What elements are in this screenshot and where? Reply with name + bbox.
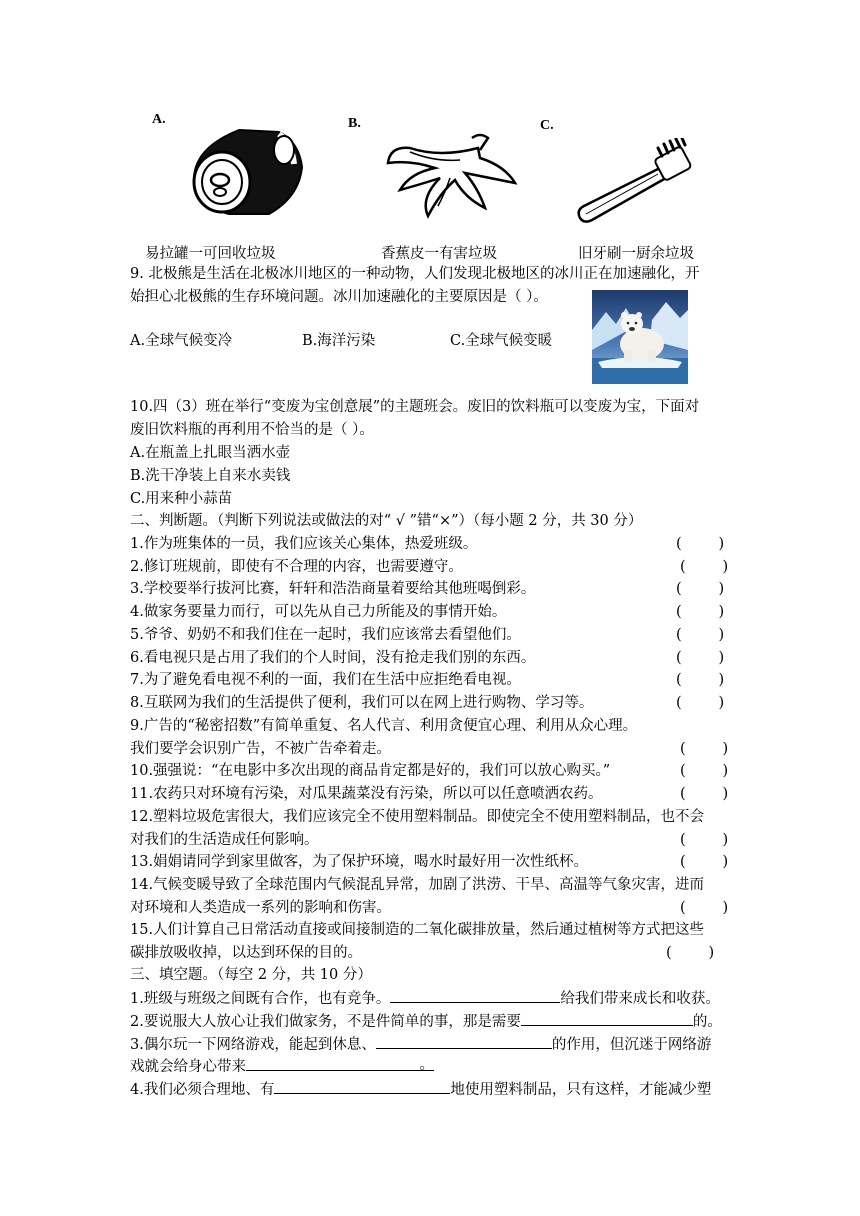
q10-option-c: C.用来种小蒜苗 [130, 491, 233, 507]
fill-q3-line2 [130, 1056, 434, 1077]
tf-item-12-line1: 12.塑料垃圾危害很大，我们应该完全不使用塑料制品。即使完全不使用塑料制品，也不会 [130, 809, 705, 825]
q10-stem-line1: 10.四（3）班在举行“变废为宝创意展”的主题班会。废旧的饮料瓶可以变废为宝，下面对 [130, 399, 700, 415]
fill-q3-blank1[interactable] [376, 1034, 552, 1049]
tf-answer-6[interactable]: ( ) [676, 650, 725, 666]
tf-item-14-line2: 对环境和人类造成一系列的影响和伤害。 [130, 900, 391, 916]
fill-q2-pre: 2.要说服大人放心让我们做家务，不是件简单的事，那是需要 [130, 1014, 521, 1030]
fill-q1-post: 给我们带来成长和收获。 [560, 991, 720, 1007]
tf-item-9-line1: 9.广告的“秘密招数”有简单重复、名人代言、利用贪便宜心理、利用从众心理。 [130, 718, 638, 734]
fill-q3-line1 [130, 1034, 711, 1055]
tf-answer-3[interactable]: ( ) [676, 581, 725, 597]
option-c-caption: 旧牙刷一厨余垃圾 [578, 246, 694, 262]
q10-option-a: A.在瓶盖上扎眼当洒水壶 [130, 445, 291, 461]
tf-item-15-line1: 15.人们计算自己日常活动直接或间接制造的二氧化碳排放量，然后通过植树等方式把这些 [130, 922, 705, 938]
tf-item-8: 8.互联网为我们的生活提供了便利，我们可以在网上进行购物、学习等。 [130, 695, 594, 711]
tf-item-4: 4.做家务要量力而行，可以先从自己力所能及的事情开始。 [130, 604, 507, 620]
section3-title: 三、填空题。（每空 2 分，共 10 分） [130, 967, 372, 983]
fill-q2-blank[interactable] [521, 1011, 693, 1026]
tf-item-2: 2.修订班规前，即使有不合理的内容，也需要遵守。 [130, 559, 463, 575]
q9-option-a: A.全球气候变冷 [130, 333, 233, 349]
q10-option-b: B.洗干净装上自来水卖钱 [130, 468, 291, 484]
tf-item-7: 7.为了避免看电视不利的一面，我们在生活中应拒绝看电视。 [130, 672, 521, 688]
q9-stem-line2: 始担心北极熊的生存环境问题。冰川加速融化的主要原因是（ ）。 [130, 289, 548, 305]
fill-q1 [130, 988, 720, 1009]
tf-answer-5[interactable]: ( ) [676, 627, 725, 643]
option-c-label: C. [540, 118, 554, 133]
tf-item-11: 11.农药只对环境有污染，对瓜果蔬菜没有污染，所以可以任意喷洒农药。 [130, 786, 603, 802]
tf-item-13: 13.娟娟请同学到家里做客，为了保护环境，喝水时最好用一次性纸杯。 [130, 854, 589, 870]
option-a-caption: 易拉罐一可回收垃圾 [145, 246, 276, 262]
tf-item-9-line2: 我们要学会识别广告，不被广告牵着走。 [130, 741, 391, 757]
fill-q3-line2-pre: 戏就会给身心带来 [130, 1059, 246, 1075]
fill-q2 [130, 1011, 722, 1032]
toothbrush-icon [572, 138, 697, 230]
option-b-caption: 香蕉皮一有害垃圾 [381, 246, 497, 262]
fill-q3-post: 的作用，但沉迷于网络游 [551, 1037, 712, 1053]
option-a-label: A. [152, 112, 166, 127]
tf-item-15-line2: 碳排放吸收掉，以达到环保的目的。 [130, 945, 362, 961]
polar-bear-photo [592, 290, 688, 384]
fill-q4-post: 地使用塑料制品，只有这样，才能减少塑 [450, 1082, 712, 1098]
tf-item-14-line1: 14.气候变暖导致了全球范围内气候混乱异常，加剧了洪涝、干旱、高温等气象灾害，进而 [130, 877, 705, 893]
fill-q4 [130, 1079, 711, 1100]
fill-q4-pre: 4.我们必须合理地、有 [130, 1082, 275, 1098]
fill-q2-post: 的。 [692, 1014, 722, 1030]
tf-answer-9[interactable]: ( ) [680, 741, 729, 757]
tf-item-12-line2: 对我们的生活造成任何影响。 [130, 832, 319, 848]
fill-q3-pre: 3.偶尔玩一下网络游戏，能起到休息、 [130, 1037, 376, 1053]
tf-answer-10[interactable]: ( ) [680, 763, 729, 779]
tf-answer-1[interactable]: ( ) [676, 536, 725, 552]
q9-stem-line1: 9. 北极熊是生活在北极冰川地区的一种动物，人们发现北极地区的冰川正在加速融化，开 [130, 266, 700, 282]
banana-peel-icon [380, 128, 520, 224]
tf-item-1: 1.作为班集体的一员，我们应该关心集体，热爱班级。 [130, 536, 478, 552]
tf-item-3: 3.学校要举行拔河比赛，轩轩和浩浩商量着要给其他班喝倒彩。 [130, 581, 536, 597]
tf-answer-4[interactable]: ( ) [676, 604, 725, 620]
can-icon [184, 122, 314, 222]
q9-option-b: B.海洋污染 [302, 333, 376, 349]
tf-answer-12[interactable]: ( ) [680, 832, 729, 848]
fill-q3-line2-post: 。 [419, 1057, 434, 1073]
tf-item-10: 10.强强说：“在电影中多次出现的商品肯定都是好的，我们可以放心购买。” [130, 763, 611, 779]
fill-q4-blank[interactable] [274, 1079, 450, 1094]
tf-item-5: 5.爷爷、奶奶不和我们住在一起时，我们应该常去看望他们。 [130, 627, 521, 643]
tf-answer-11[interactable]: ( ) [680, 786, 729, 802]
tf-answer-13[interactable]: ( ) [680, 854, 729, 870]
tf-answer-8[interactable]: ( ) [676, 695, 725, 711]
tf-answer-14[interactable]: ( ) [680, 900, 729, 916]
fill-q1-pre: 1.班级与班级之间既有合作，也有竞争。 [130, 991, 391, 1007]
tf-answer-15[interactable]: ( ) [666, 945, 715, 961]
tf-answer-2[interactable]: ( ) [680, 559, 729, 575]
tf-answer-7[interactable]: ( ) [676, 672, 725, 688]
section2-title: 二、判断题。（判断下列说法或做法的对“ √ ”错“×”）（每小题 2 分，共 30 分） [130, 513, 643, 529]
q10-stem-line2: 废旧饮料瓶的再利用不恰当的是（ ）。 [130, 422, 374, 438]
fill-q1-blank[interactable] [390, 988, 560, 1003]
fill-q3-blank2[interactable] [246, 1056, 434, 1071]
tf-item-6: 6.看电视只是占用了我们的个人时间，没有抢走我们别的东西。 [130, 650, 536, 666]
q9-option-c: C.全球气候变暖 [450, 333, 553, 349]
option-b-label: B. [348, 116, 361, 131]
